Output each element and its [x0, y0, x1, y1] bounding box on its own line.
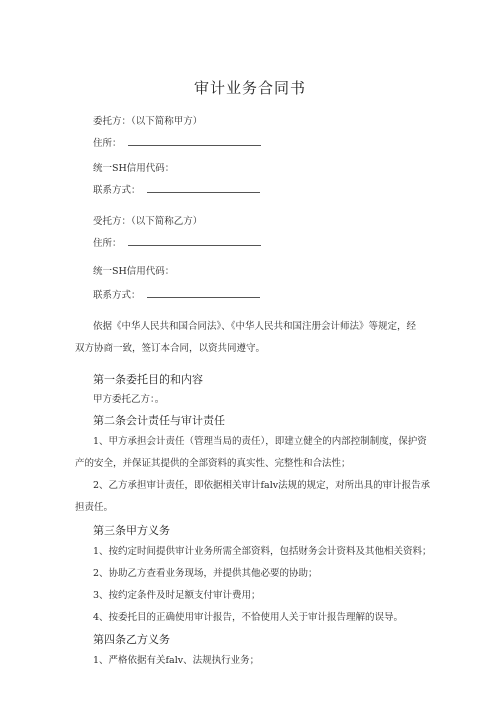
party-a-address-blank — [128, 136, 261, 146]
party-b-contact-line — [93, 288, 260, 302]
party-a-address-line — [93, 136, 261, 150]
party-a-address-label: 住所： — [93, 138, 122, 149]
article-3-item: 2、协助乙方查看业务现场，并提供其他必要的协助； — [93, 568, 318, 579]
preamble-line-2: 双方协商一致，签订本合同，以资共同遵守。 — [75, 343, 266, 354]
article-3-item: 4、按委托目的正确使用审计报告，不恰使用人关于审计报告理解的误导。 — [93, 612, 404, 623]
party-b-contact-label: 联系方式： — [93, 290, 141, 301]
article-2-p2-line-2: 担责任。 — [75, 502, 114, 513]
article-3-heading: 第三条甲方义务 — [93, 524, 170, 537]
party-b-address-blank — [128, 236, 261, 246]
article-2-p2-line-1: 2、乙方承担审计责任，即依据相关审计falv法规的规定，对所出具的审计报告承 — [93, 480, 431, 491]
article-2-heading: 第二条会计责任与审计责任 — [93, 414, 225, 427]
party-a-credit-code-line: 统一SH信用代码： — [93, 163, 175, 174]
article-3-item: 1、按约定时间提供审计业务所需全部资料，包括财务会计资料及其他相关资料； — [93, 546, 432, 557]
party-a-contact-label: 联系方式： — [93, 185, 141, 196]
party-a-contact-blank — [147, 183, 260, 193]
party-b-contact-blank — [147, 288, 260, 298]
document-title: 审计业务合同书 — [193, 79, 306, 97]
article-4-heading: 第四条乙方义务 — [93, 633, 170, 646]
article-1-text: 甲方委托乙方：。 — [93, 394, 165, 405]
party-b-entrust-line: 受托方：（以下简称乙方） — [93, 216, 203, 227]
party-b-address-line — [93, 236, 261, 250]
article-1-heading: 第一条委托目的和内容 — [93, 373, 203, 386]
article-3-item: 3、按约定条件及时足额支付审计费用； — [93, 590, 261, 601]
party-a-entrust-line: 委托方：（以下简称甲方） — [93, 116, 203, 127]
party-b-address-label: 住所： — [93, 238, 122, 249]
article-4-item: 1、严格依据有关falv、法规执行业务； — [93, 655, 260, 666]
preamble-line-1: 依据《中华人民共和国合同法》、《中华人民共和国注册会计师法》等规定，经 — [93, 321, 417, 332]
party-a-contact-line — [93, 183, 260, 197]
article-2-p1-line-2: 产的安全，并保证其提供的全部资料的真实性、完整性和合法性； — [75, 458, 351, 469]
party-b-credit-code-line: 统一SH信用代码： — [93, 266, 175, 277]
article-2-p1-line-1: 1、甲方承担会计责任（管理当局的责任），即建立健全的内部控制制度，保护资 — [93, 436, 427, 447]
